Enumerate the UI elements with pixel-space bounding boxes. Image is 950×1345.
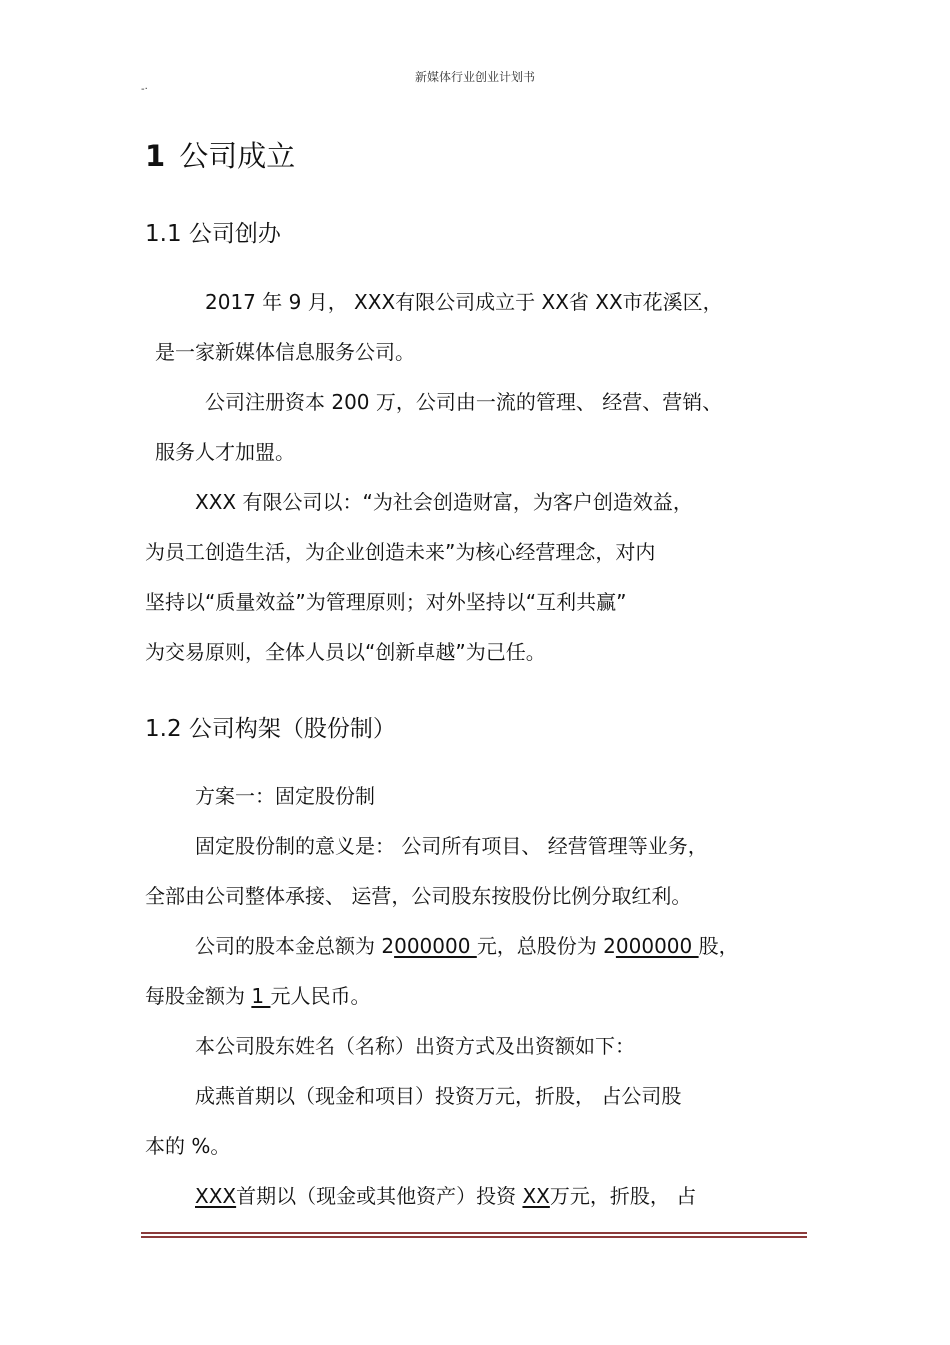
xxx-mid: 首期以（现金或其他资产）投资 (236, 1184, 523, 1208)
paragraph-line: 为交易原则，全体人员以“创新卓越”为己任。 (145, 640, 546, 664)
per-amount: 1 (251, 984, 271, 1008)
paragraph-line: 固定股份制的意义是： 公司所有项目、 经营管理等业务， (195, 834, 708, 858)
section-1-title: 公司成立 (179, 139, 296, 173)
per-suffix: 元人民币。 (270, 984, 371, 1008)
plan-line: 方案一：固定股份制 (195, 784, 375, 808)
footer-divider (141, 1232, 807, 1238)
xxx-name: XXX (195, 1184, 237, 1208)
capital-amount: 000000 (394, 934, 477, 958)
running-header: 新媒体行业创业计划书 (414, 70, 535, 84)
paragraph-line: 成燕首期以（现金和项目）投资万元，折股， 占公司股 (195, 1084, 682, 1108)
xxx-amount: XX (522, 1184, 550, 1208)
paragraph-line: 公司注册资本 200 万，公司由一流的管理、 经营、营销、 (205, 390, 723, 414)
section-1-number: 1 (145, 139, 166, 173)
per-share-line (145, 984, 370, 1008)
capital-mid: 元，总股份为 2 (476, 934, 616, 958)
section-1-2-heading: 1.2 公司构架（股份制） (145, 716, 396, 742)
capital-suffix: 股， (698, 934, 739, 958)
xxx-suffix: 万元，折股， 占 (549, 1184, 697, 1208)
capital-line (195, 934, 739, 958)
capital-prefix: 公司的股本金总额为 2 (195, 934, 395, 958)
paragraph-line: 坚持以“质量效益”为管理原则；对外坚持以“互利共赢” (145, 590, 627, 614)
section-1-1-heading: 1.1 公司创办 (145, 221, 281, 247)
paragraph-line: 全部由公司整体承接、 运营，公司股东按股份比例分取红利。 (145, 884, 692, 908)
section-1-heading (145, 134, 295, 175)
shares-amount: 000000 (615, 934, 699, 958)
paragraph-line: 服务人才加盟。 (155, 440, 295, 464)
header-mark: -· (141, 84, 148, 95)
paragraph-line: 是一家新媒体信息服务公司。 (155, 340, 415, 364)
paragraph-line: 2017 年 9 月， XXX有限公司成立于 XX省 XX市花溪区， (205, 290, 723, 314)
paragraph-line: 本的 %。 (145, 1134, 231, 1158)
paragraph-line: XXX 有限公司以：“为社会创造财富，为客户创造效益， (195, 490, 693, 514)
paragraph-line: 本公司股东姓名（名称）出资方式及出资额如下： (195, 1034, 635, 1058)
paragraph-line: 为员工创造生活，为企业创造未来”为核心经营理念，对内 (145, 540, 656, 564)
per-prefix: 每股金额为 (145, 984, 252, 1008)
xxx-investment-line (195, 1184, 696, 1208)
